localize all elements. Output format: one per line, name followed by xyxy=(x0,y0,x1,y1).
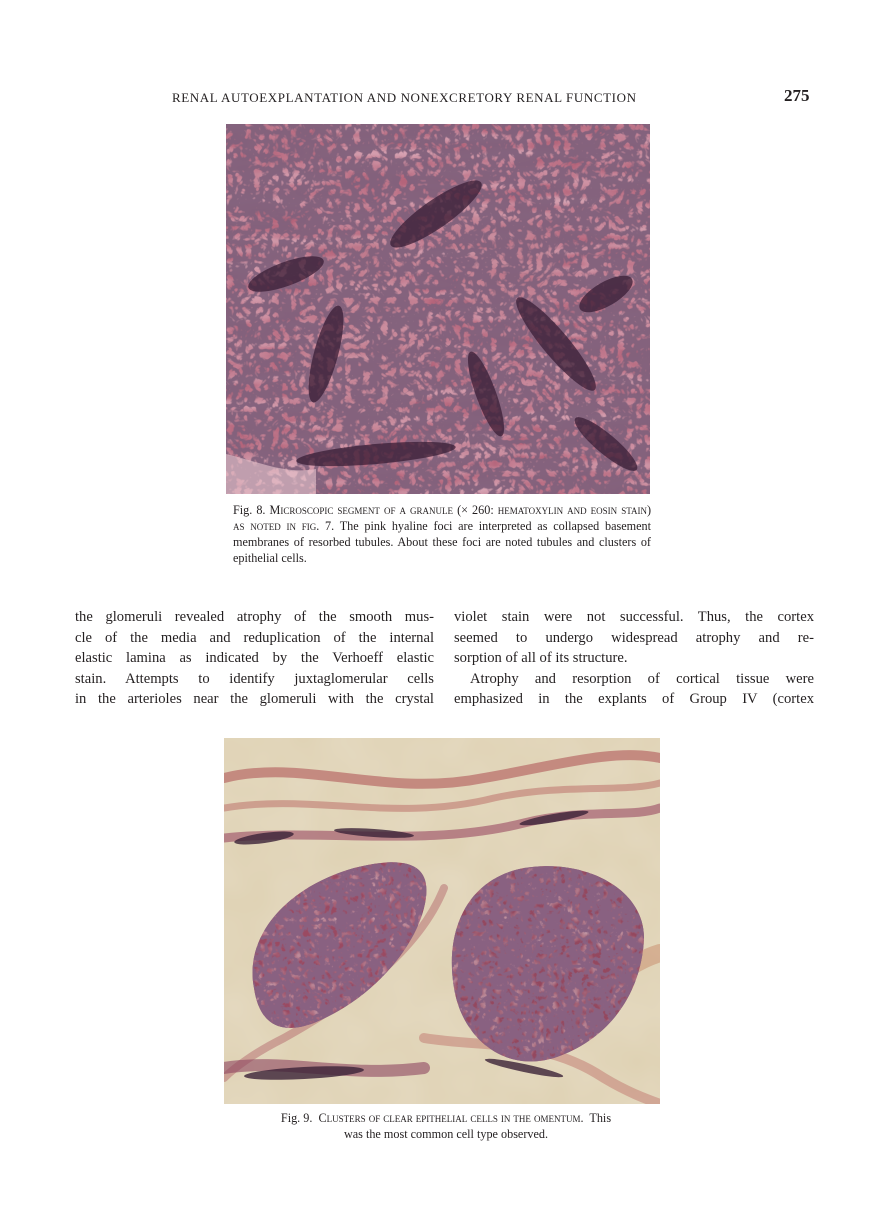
text-line: the glomeruli revealed atrophy of the smooth mus- xyxy=(75,609,434,625)
figure-8-reference: 7. xyxy=(325,519,335,533)
figure-8-stain: hematoxylin and eosin stain) xyxy=(497,503,652,517)
body-column-right xyxy=(454,607,814,710)
page-number: 275 xyxy=(784,86,810,105)
text-line: elastic lamina as indicated by the Verhoeff elastic xyxy=(75,650,434,667)
figure-9-image xyxy=(224,738,660,1104)
text-line: Atrophy and resorption of cortical tissue were xyxy=(470,670,814,687)
figure-8-as-noted: as noted in fig. xyxy=(233,519,320,533)
figure-8-magnification: (× 260: xyxy=(457,503,494,517)
body-column-left xyxy=(75,607,434,710)
figure-9-caption xyxy=(226,1110,666,1142)
figure-9-title: Clusters of clear epithelial cells in the omentum. xyxy=(318,1111,584,1125)
figure-8-label: Fig. 8. xyxy=(233,503,266,517)
figure-8-title: Microscopic segment of a granule xyxy=(269,503,454,517)
text-line: cle of the media and reduplication of the internal xyxy=(75,629,434,646)
figure-9-label: Fig. 9. xyxy=(280,1111,313,1125)
figure-9-photomicrograph xyxy=(224,738,660,1104)
text-line: stain. Attempts to identify juxtaglomerular cells xyxy=(75,670,434,687)
figure-9-caption-line-2: was the most common cell type observed. xyxy=(343,1127,549,1141)
figure-9-caption-line-1 xyxy=(226,1110,666,1126)
running-head: RENAL AUTOEXPLANTATION AND NONEXCRETORY RENAL FUNCTION xyxy=(172,90,637,105)
figure-8-caption xyxy=(233,502,651,566)
text-line: violet stain were not successful. Thus, the cortex xyxy=(454,609,814,625)
text-line: sorption of all of its structure. xyxy=(454,650,628,667)
text-line: emphasized in the explants of Group IV (cortex xyxy=(454,691,814,708)
text-line: in the arterioles near the glomeruli with the crystal xyxy=(75,691,434,708)
figure-9-caption-continued: This xyxy=(589,1111,612,1125)
text-line: seemed to undergo widespread atrophy and re- xyxy=(454,629,814,646)
figure-8-image xyxy=(226,124,650,494)
figure-8-caption-body: The pink hyaline foci are interpreted as collapsed basement membranes of resorbed tubules. About these foci are noted tubules and clusters of epithelial cells. xyxy=(233,519,651,565)
figure-8-photomicrograph xyxy=(226,124,650,494)
